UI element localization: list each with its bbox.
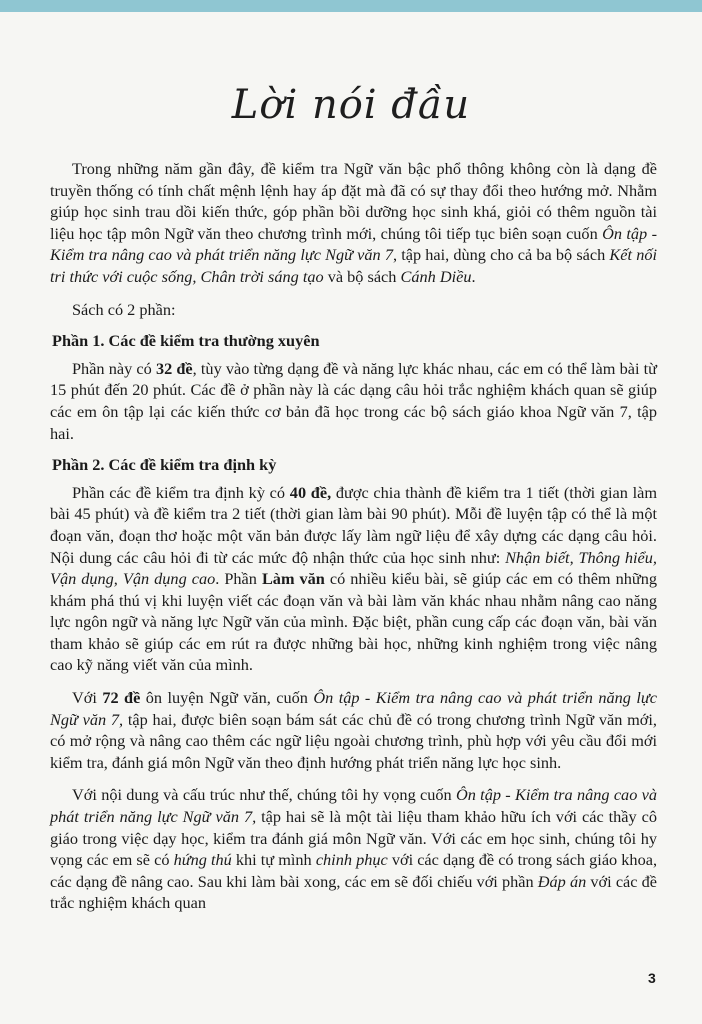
section-heading-part-2: Phần 2. Các đề kiểm tra định kỳ	[52, 455, 277, 475]
paragraph-closing: Với nội dung và cấu trúc như thế, chúng tôi hy vọng cuốn Ôn tập - Kiểm tra nâng cao và phát triển năng lực Ngữ văn 7, tập hai sẽ là một tài liệu tham khảo hữu ích với các thầy cô giáo trong việc dạy học, kiểm tra đánh giá môn Ngữ văn. Với các em học sinh, chúng tôi hy vọng các em sẽ có hứng thú khi tự mình chinh phục với các dạng đề có trong sách giáo khoa, các dạng đề nâng cao. Sau khi làm bài xong, các em sẽ đối chiếu với phần Đáp án với các đề trắc nghiệm khách quan	[50, 785, 658, 913]
body-text	[50, 158, 657, 914]
paragraph-part-1: Phần này có 32 đề, tùy vào từng dạng đề và năng lực khác nhau, các em có thể làm bài từ 15 phút đến 20 phút. Các đề ở phần này là các dạng câu hỏi trắc nghiệm khách quan sẽ giúp các em ôn tập lại các kiến thức cơ bản đã học trong các bộ sách giáo khoa Ngữ văn 7, tập hai.	[50, 358, 657, 443]
paragraph-book-parts: Sách có 2 phần:	[72, 299, 176, 319]
page-title: Lời nói đầu	[231, 82, 471, 128]
page-number: 3	[648, 970, 656, 986]
paragraph-intro: Trong những năm gần đây, đề kiểm tra Ngữ văn bậc phổ thông không còn là dạng đề truyền thống có tính chất mệnh lệnh hay áp đặt mà đã có sự thay đổi theo hướng mở. Nhằm giúp học sinh trau dồi kiến thức, góp phần bồi dưỡng học sinh khá, giỏi có thêm nguồn tài liệu học tập môn Ngữ văn theo chương trình mới, chúng tôi tiếp tục biên soạn cuốn Ôn tập - Kiểm tra nâng cao và phát triển năng lực Ngữ văn 7, tập hai, dùng cho cả ba bộ sách Kết nối tri thức với cuộc sống, Chân trời sáng tạo và bộ sách Cánh Diều.	[50, 159, 658, 286]
paragraph-part-2: Phần các đề kiểm tra định kỳ có 40 đề, được chia thành đề kiểm tra 1 tiết (thời gian làm bài 45 phút) và đề kiểm tra 2 tiết (thời gian làm bài 90 phút). Mỗi đề luyện tập có thể là một đoạn văn, đoạn thơ hoặc một văn bản được lấy làm ngữ liệu để xây dựng các dạng câu hỏi. Nội dung các câu hỏi đi từ các mức độ nhận thức của học sinh như: Nhận biết, Thông hiểu, Vận dụng, Vận dụng cao. Phần Làm văn có nhiều kiểu bài, sẽ giúp các em có thêm những khám phá thú vị khi luyện viết các đoạn văn và bài làm văn khác nhau nhằm nâng cao năng lực ngôn ngữ và năng lực Ngữ văn của mình. Đặc biệt, phần cung cấp các đoạn văn, bài văn tham khảo sẽ giúp các em rút ra được những bài học, những kinh nghiệm trong việc nâng cao kỹ năng viết văn của mình.	[50, 482, 658, 675]
section-heading-part-1: Phần 1. Các đề kiểm tra thường xuyên	[52, 331, 320, 351]
paragraph-72-tests: Với 72 đề ôn luyện Ngữ văn, cuốn Ôn tập - Kiểm tra nâng cao và phát triển năng lực Ngữ văn 7, tập hai, được biên soạn bám sát các chủ đề có trong chương trình Ngữ văn mới, có mở rộng và nâng cao thêm các ngữ liệu ngoài chương trình, phù hợp với yêu cầu đổi mới kiểm tra, đánh giá môn Ngữ văn theo định hướng phát triển năng lực học sinh.	[50, 688, 657, 772]
top-color-band	[0, 0, 702, 12]
